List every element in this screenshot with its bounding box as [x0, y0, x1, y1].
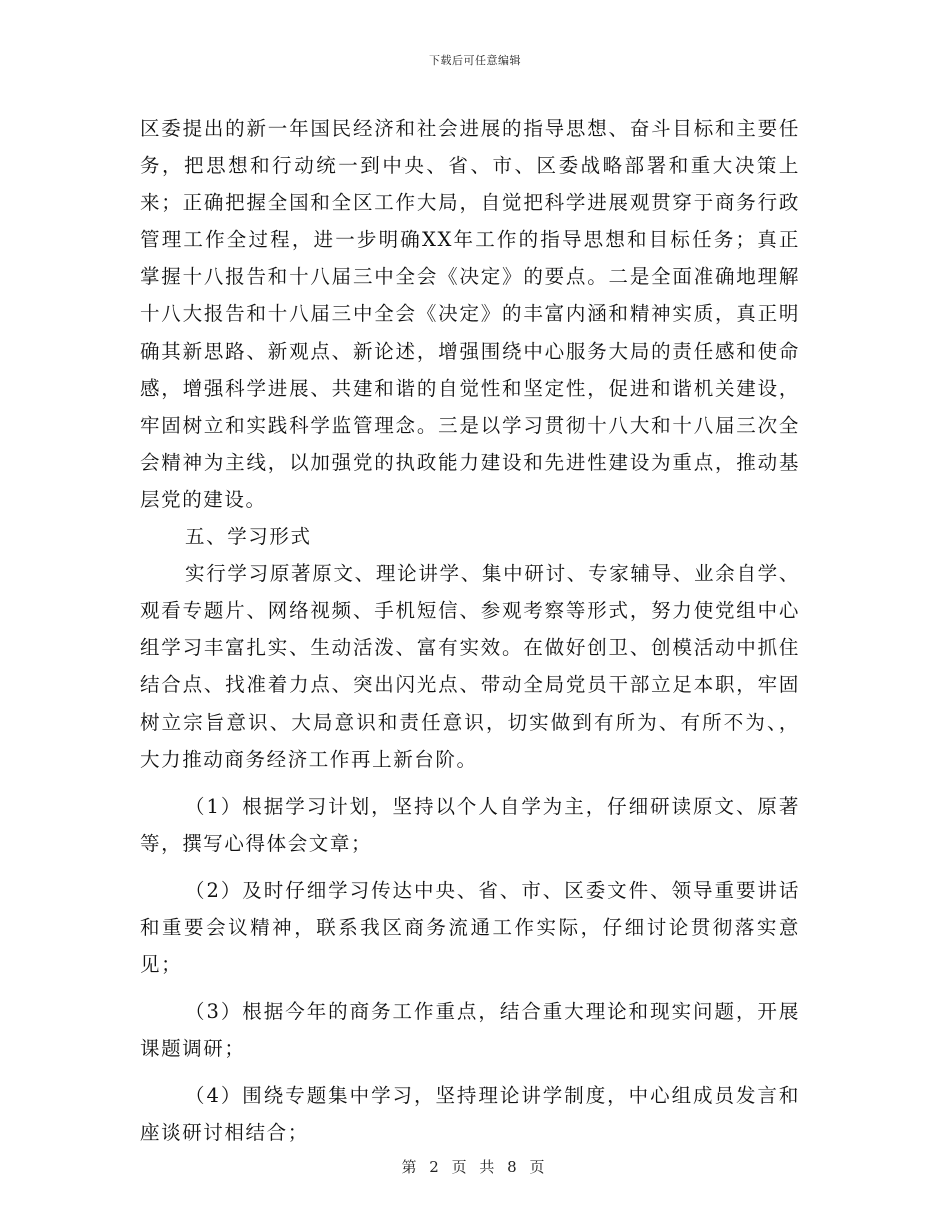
list-item: （4）围绕专题集中学习，坚持理论讲学制度，中心组成员发言和座谈研讨相结合； [140, 1084, 800, 1145]
document-body [140, 110, 800, 1152]
list-item: （2）及时仔细学习传达中央、省、市、区委文件、领导重要讲话和重要会议精神，联系我区商务流通工作实际，仔细讨论贯彻落实意见； [140, 878, 800, 977]
body-paragraph: 区委提出的新一年国民经济和社会进展的指导思想、奋斗目标和主要任务，把思想和行动统一到中央、省、市、区委战略部署和重大决策上来；正确把握全国和全区工作大局，自觉把科学进展观贯穿于商务行政管理工作全过程，进一步明确XX年工作的指导思想和目标任务；真正掌握十八报告和十八届三中全会《决定》的要点。二是全面准确地理解十八大报告和十八届三中全会《决定》的丰富内涵和精神实质，真正明确其新思路、新观点、新论述，增强围绕中心服务大局的责任感和使命感，增强科学进展、共建和谐的自觉性和坚定性，促进和谐机关建设，牢固树立和实践科学监管理念。三是以学习贯彻十八大和十八届三次全会精神为主线，以加强党的执政能力建设和先进性建设为重点，推动基层党的建设。 [140, 117, 800, 511]
body-paragraph: 实行学习原著原文、理论讲学、集中研讨、专家辅导、业余自学、观看专题片、网络视频、手机短信、参观考察等形式，努力使党组中心组学习丰富扎实、生动活泼、富有实效。在做好创卫、创模活动中抓住结合点、找准着力点、突出闪光点、带动全局党员干部立足本职，牢固树立宗旨意识、大局意识和责任意识，切实做到有所为、有所不为、，大力推动商务经济工作再上新台阶。 [140, 562, 800, 771]
list-item: （3）根据今年的商务工作重点，结合重大理论和现实问题，开展课题调研； [140, 1000, 800, 1061]
list-item: （1）根据学习计划，坚持以个人自学为主，仔细研读原文、原著等，撰写心得体会文章； [140, 794, 800, 855]
section-heading: 五、学习形式 [185, 525, 312, 549]
page-header: 下载后可任意编辑 [429, 54, 521, 67]
page-footer: 第 2 页 共 8 页 [401, 1158, 549, 1176]
